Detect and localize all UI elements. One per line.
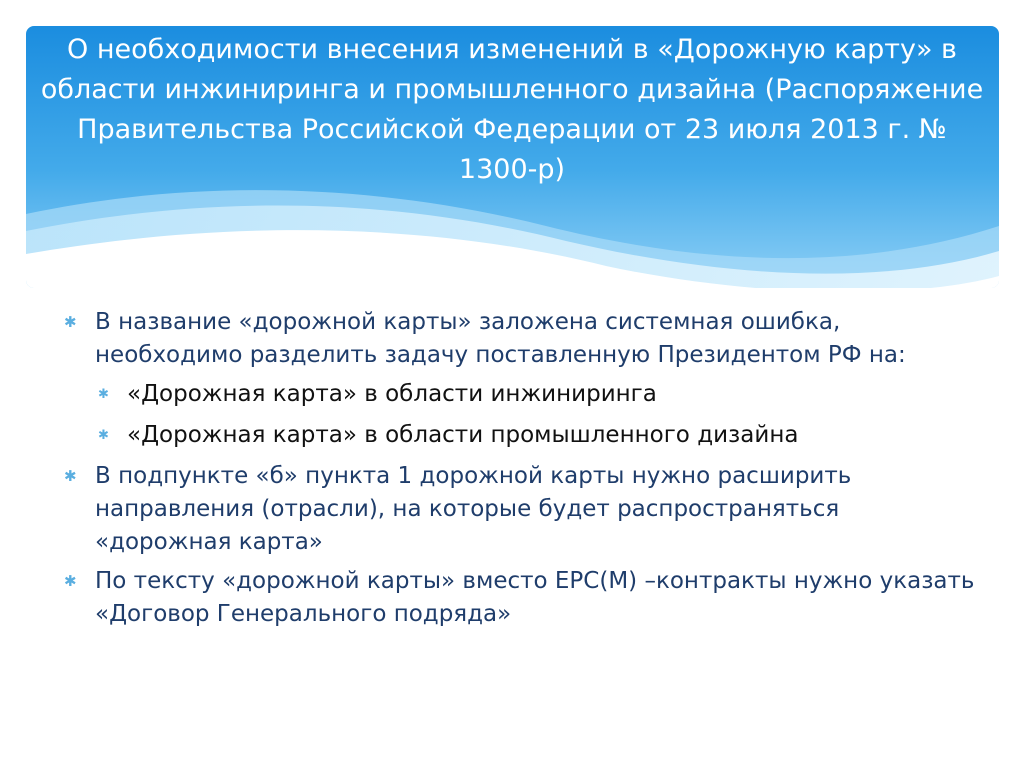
- sub-list-item-text: «Дорожная карта» в области промышленного дизайна: [127, 422, 799, 448]
- list-item: [60, 460, 980, 559]
- list-item-text: В название «дорожной карты» заложена системная ошибка, необходимо разделить задачу поставленную Президентом РФ на:: [95, 309, 906, 368]
- sub-list-item-text: «Дорожная карта» в области инжиниринга: [127, 381, 657, 407]
- list-item-text: По тексту «дорожной карты» вместо EPC(M) –контракты нужно указать «Договор Генерального подряда»: [95, 568, 975, 627]
- bullet-list: [60, 306, 980, 637]
- sub-list-item: [60, 419, 980, 452]
- list-item: [60, 306, 980, 372]
- asterisk-bullet-icon: ✱: [98, 428, 109, 443]
- asterisk-bullet-icon: ✱: [64, 572, 77, 590]
- asterisk-bullet-icon: ✱: [64, 467, 77, 485]
- list-item-text: В подпункте «б» пункта 1 дорожной карты нужно расширить направления (отрасли), на которые будет распространяться «дорожная карта»: [95, 463, 852, 555]
- slide-title: О необходимости внесения изменений в «Дорожную карту» в области инжиниринга и промышленного дизайна (Распоряжение Правительства Российской Федерации от 23 июля 2013 г. № 1300-р): [40, 34, 984, 185]
- list-item: [60, 565, 980, 631]
- asterisk-bullet-icon: ✱: [98, 387, 109, 402]
- asterisk-bullet-icon: ✱: [64, 313, 77, 331]
- sub-list-item: [60, 378, 980, 411]
